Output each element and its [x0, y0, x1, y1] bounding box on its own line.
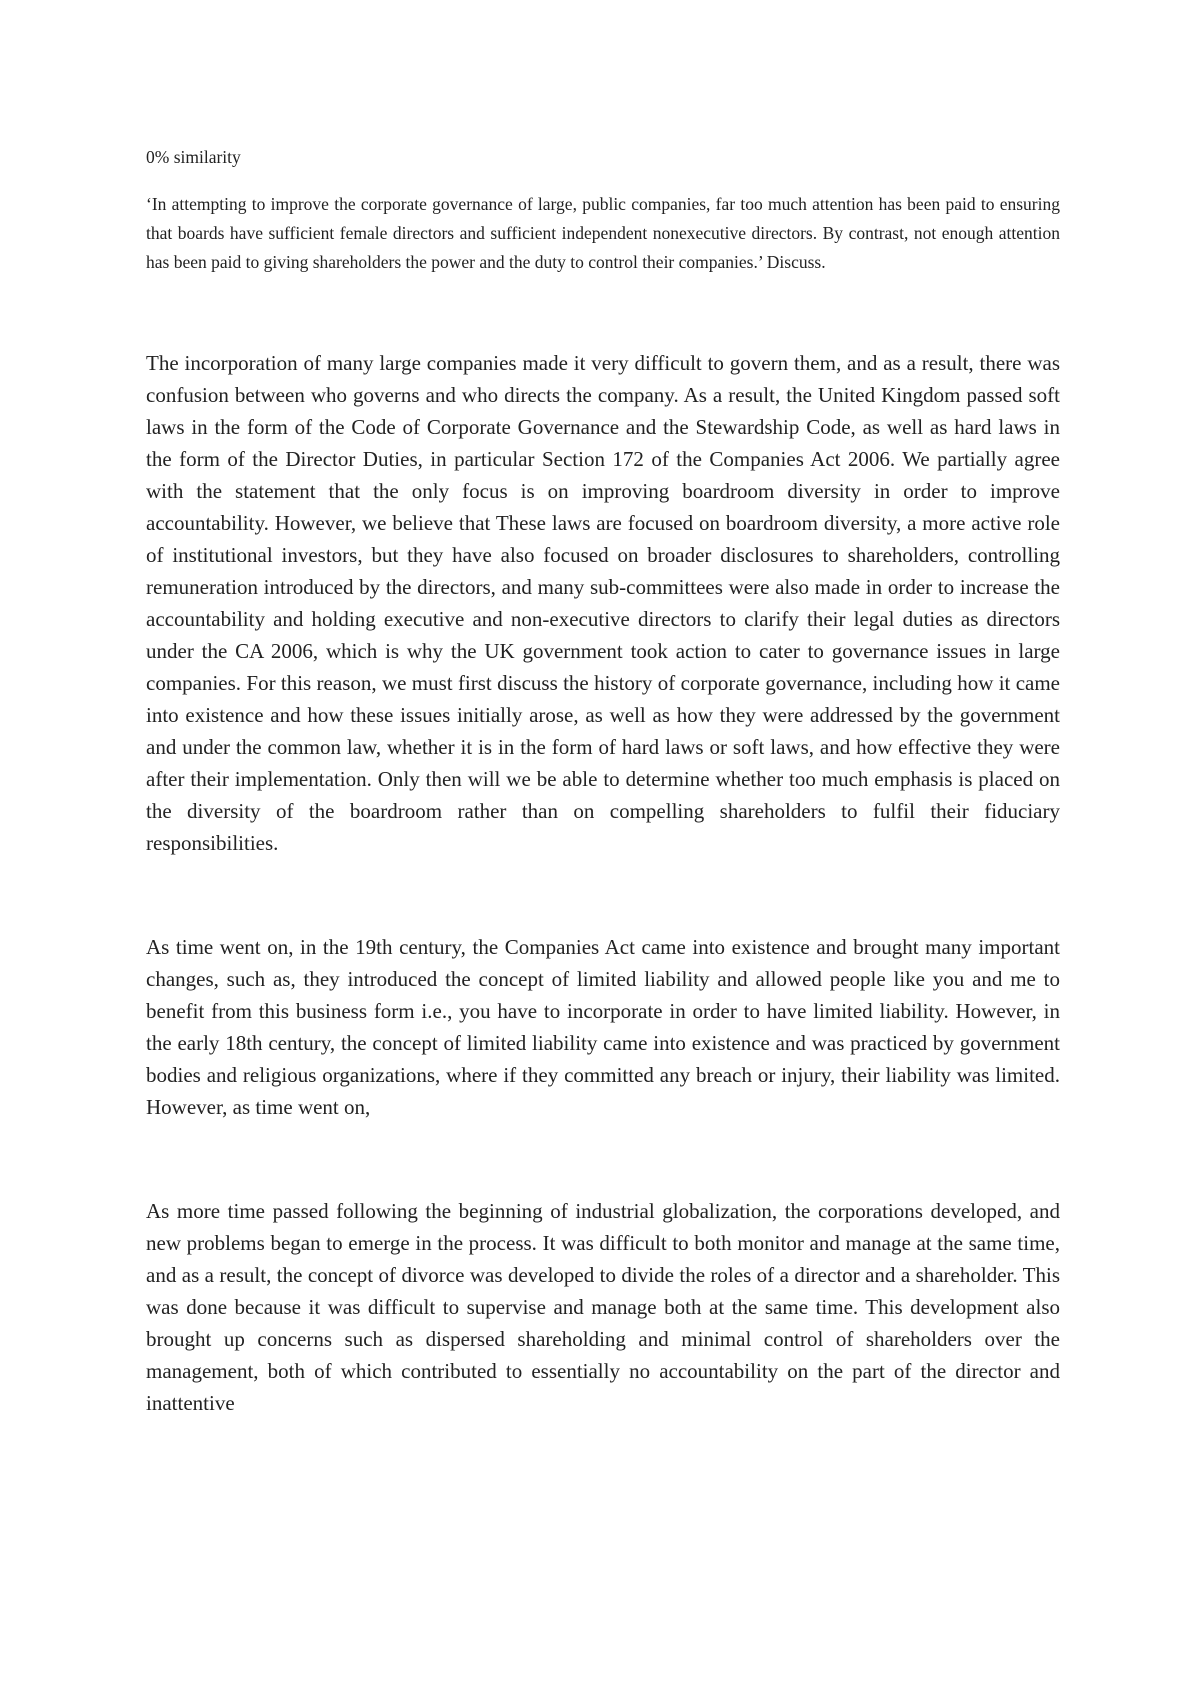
paragraph-introduction: The incorporation of many large companies made it very difficult to govern them, and as a result, there was confusion between who governs and who directs the company. As a result, the United Kingdom passed soft laws in the form of the Code of Corporate Governance and the Stewardship Code, as well as hard laws in the form of the Director Duties, in particular Section 172 of the Companies Act 2006. We partially agree with the statement that the only focus is on improving boardroom diversity in order to improve accountability. However, we believe that These laws are focused on boardroom diversity, a more active role of institutional investors, but they have also focused on broader disclosures to shareholders, controlling remuneration introduced by the directors, and many sub-committees were also made in order to increase the accountability and holding executive and non-executive directors to clarify their legal duties as directors under the CA 2006, which is why the UK government took action to cater to governance issues in large companies. For this reason, we must first discuss the history of corporate governance, including how it came into existence and how these issues initially arose, as well as how they were addressed by the government and under the common law, whether it is in the form of hard laws or soft laws, and how effective they were after their implementation. Only then will we be able to determine whether too much emphasis is placed on the diversity of the boardroom rather than on compelling shareholders to fulfil their fiduciary responsibilities. [146, 351, 1060, 855]
paragraph-history: As time went on, in the 19th century, the Companies Act came into existence and brought many important changes, such as, they introduced the concept of limited liability and allowed people like you and me to benefit from this business form i.e., you have to incorporate in order to have limited liability. However, in the early 18th century, the concept of limited liability came into existence and was practiced by government bodies and religious organizations, where if they committed any breach or injury, their liability was limited. However, as time went on, [146, 935, 1060, 1119]
essay-question: ‘In attempting to improve the corporate governance of large, public companies, far too much attention has been paid to ensuring that boards have sufficient female directors and sufficient independent nonexecutive directors. By contrast, not enough attention has been paid to giving shareholders the power and the duty to control their companies.’ Discuss. [146, 194, 1060, 272]
paragraph-globalization: As more time passed following the beginning of industrial globalization, the corporations developed, and new problems began to emerge in the process. It was difficult to both monitor and manage at the same time, and as a result, the concept of divorce was developed to divide the roles of a director and a shareholder. This was done because it was difficult to supervise and manage both at the same time. This development also brought up concerns such as dispersed shareholding and minimal control of shareholders over the management, both of which contributed to essentially no accountability on the part of the director and inattentive [146, 1199, 1060, 1415]
similarity-note: 0% similarity [146, 147, 241, 167]
document-body [146, 146, 1060, 1419]
